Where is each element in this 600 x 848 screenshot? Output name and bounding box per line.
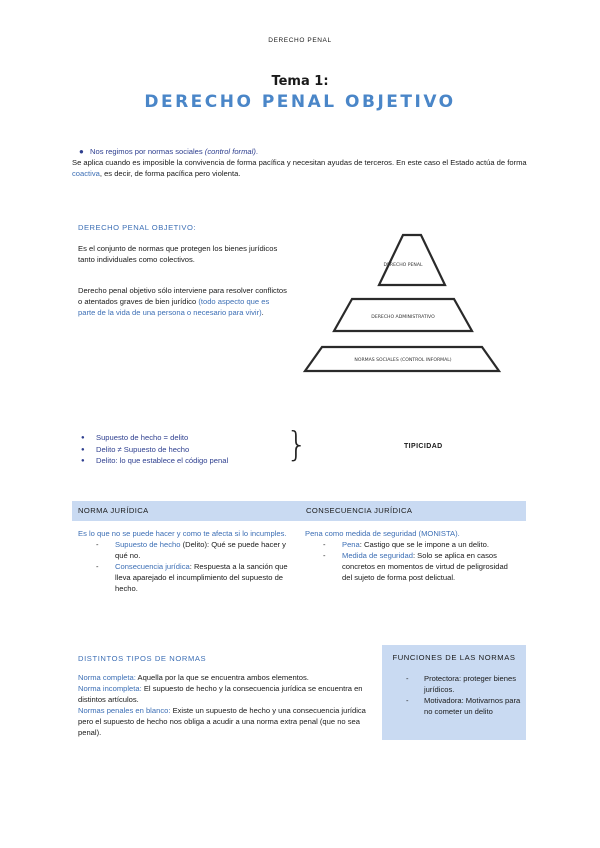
item-text: Aquella por la que se encuentra ambos elementos. — [135, 673, 309, 682]
intro-para-a: Se aplica cuando es imposible la convivencia de forma pacífica y necesitan ayudas de terceros. En este caso el Estado actúa de forma — [72, 158, 527, 167]
right-brace-icon: } — [286, 425, 308, 465]
list-item: ● Delito ≠ Supuesto de hecho — [96, 444, 228, 456]
pyramid-middle-label: DERECHO ADMINISTRATIVO — [371, 315, 435, 320]
pyramid-top-tier — [379, 235, 445, 285]
intro-bullet-end: . — [255, 147, 258, 156]
item-text: (Delito): Qué se puede hacer y qué no. — [115, 540, 286, 560]
dpo-p2-blue: (todo aspecto que es parte de la vida de una persona o necesario para vivir) — [78, 297, 270, 317]
list-item: ● Delito: lo que establece el código penal — [96, 455, 228, 467]
pyramid-top-label: DERECHO PENAL — [383, 263, 423, 268]
dpo-intervention — [78, 285, 288, 318]
tipos-normas-content — [78, 672, 383, 738]
norma-juridica-content — [78, 528, 293, 594]
dpo-p2-a: Derecho penal objetivo sólo interviene para resolver conflictos o atentados graves de bien jurídico — [78, 286, 287, 306]
item-term: Normas penales en blanco: — [78, 706, 171, 715]
list-item: - Consecuencia jurídica: Respuesta a la sanción que lleva aparejado el incumplimiento del supuesto de hecho. — [96, 562, 288, 593]
list-item — [78, 705, 383, 738]
list-item — [78, 672, 383, 683]
intro-para-blue: coactiva — [72, 169, 100, 178]
intro-bullet — [79, 146, 258, 157]
tipos-normas-heading: DISTINTOS TIPOS DE NORMAS — [78, 654, 207, 663]
item-term: Pena — [342, 540, 360, 549]
list-item: ● Supuesto de hecho = delito — [96, 432, 228, 444]
document-header: DERECHO PENAL — [268, 37, 332, 44]
item-text: Motivadora: Motivarnos para no cometer un delito — [424, 696, 521, 716]
item-term: Norma incompleta: — [78, 684, 142, 693]
consecuencia-juridica-header: CONSECUENCIA JURÍDICA — [300, 501, 526, 521]
page-title: DERECHO PENAL OBJETIVO — [144, 92, 456, 112]
item-term: Consecuencia jurídica — [115, 562, 190, 571]
pyramid-bottom-label: NORMAS SOCIALES (CONTROL INFORMAL) — [354, 358, 452, 363]
tipicidad-list — [96, 432, 228, 467]
funciones-title: FUNCIONES DE LAS NORMAS — [392, 653, 516, 662]
list-item — [78, 683, 383, 705]
list-item: - Supuesto de hecho (Delito): Qué se puede hacer y qué no. — [96, 540, 286, 560]
intro-bullet-italic: (control formal) — [204, 147, 256, 156]
list-item: - Motivadora: Motivarnos para no cometer un delito — [406, 696, 521, 716]
bullet-dot-icon: ● — [79, 147, 84, 156]
intro-bullet-text: Nos regimos por normas sociales — [90, 147, 205, 156]
item-term: Norma completa: — [78, 673, 136, 682]
item-text: El supuesto de hecho y la consecuencia jurídica se encuentra en distintos artículos. — [78, 684, 363, 704]
norma-juridica-definition: Es lo que no se puede hacer y como te afecta si lo incumples. — [78, 529, 287, 538]
item-text: Existe un supuesto de hecho y una consecuencia jurídica pero el supuesto de hecho nos obliga a acudir a una norma extra penal (que no sea penal). — [78, 706, 366, 737]
dpo-definition: Es el conjunto de normas que protegen los bienes jurídicos tanto individuales como colectivos. — [78, 244, 278, 264]
item-text: : Castigo que se le impone a un delito. — [359, 540, 489, 549]
item-term: Medida de seguridad — [342, 551, 413, 560]
item-text: Protectora: proteger bienes jurídicos. — [424, 674, 517, 694]
intro-paragraph — [72, 157, 542, 179]
dpo-p2-b: . — [261, 308, 264, 317]
item-text: : Solo se aplica en casos concretos en momentos de virtud de peligrosidad del sujeto de forma post delictual. — [342, 551, 508, 582]
norma-juridica-header: NORMA JURÍDICA — [72, 501, 302, 521]
list-item: - Pena: Castigo que se le impone a un delito. — [323, 540, 489, 549]
consecuencia-juridica-definition: Pena como medida de seguridad (MONISTA). — [305, 529, 460, 538]
tema-label: Tema 1: — [271, 74, 329, 89]
list-item: - Medida de seguridad: Solo se aplica en casos concretos en momentos de virtud de peligrosidad del sujeto de forma post delictual. — [323, 551, 508, 582]
list-item: - Protectora: proteger bienes jurídicos. — [406, 674, 517, 694]
funciones-box — [382, 645, 526, 740]
consecuencia-juridica-content — [305, 528, 520, 583]
tipicidad-label: TIPICIDAD — [404, 443, 443, 450]
item-text: : Respuesta a la sanción que lleva aparejado el incumplimiento del supuesto de hecho. — [115, 562, 288, 593]
dpo-heading: DERECHO PENAL OBJETIVO: — [78, 223, 196, 232]
intro-para-b: , es decir, de forma pacífica pero violenta. — [99, 169, 241, 178]
item-term: Supuesto de hecho — [115, 540, 181, 549]
pyramid-diagram — [300, 225, 530, 380]
